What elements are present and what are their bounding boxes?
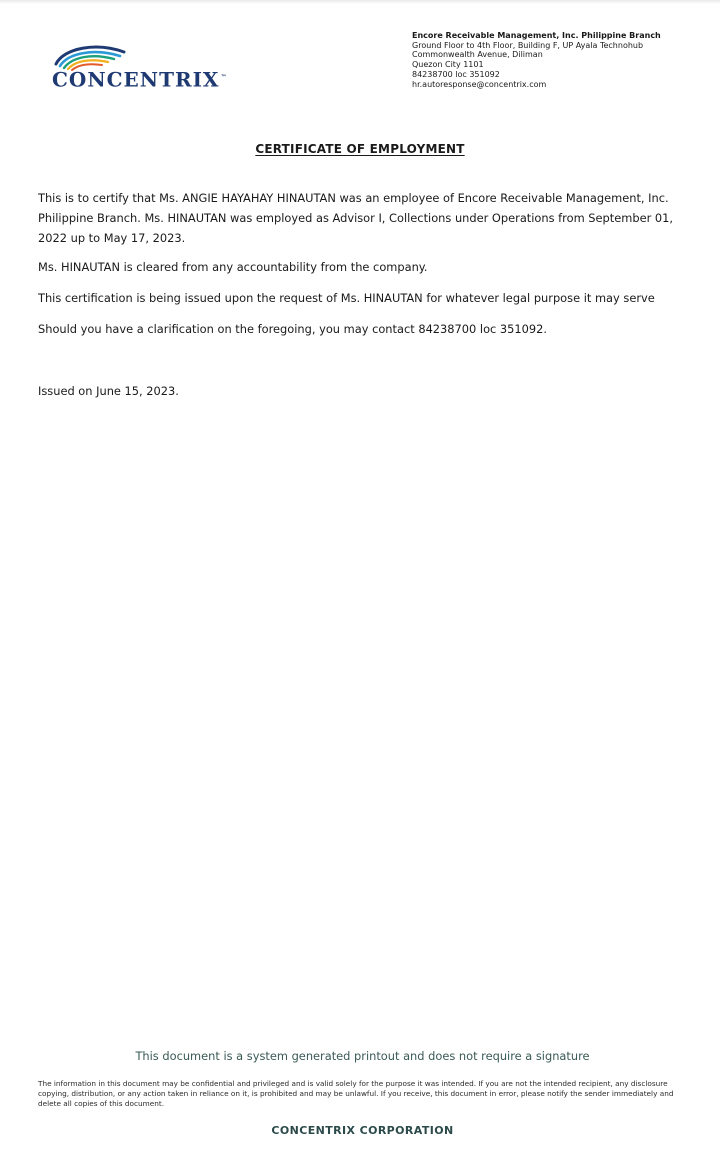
- address-line: Commonwealth Avenue, Diliman: [412, 50, 543, 60]
- document-title: [0, 142, 720, 156]
- logo-wordmark: [52, 66, 226, 92]
- address-line: Quezon City 1101: [412, 60, 484, 70]
- company-name: Encore Receivable Management, Inc. Philippine Branch: [412, 31, 661, 40]
- confidentiality-disclaimer: The information in this document may be confidential and privileged and is valid solely for the purpose it was intended. If you are not the intended recipient, any disclosure copying, distribution, or any action taken in reliance on it, is prohibited and may be unlawful. If you receive, this document in error, please notify the sender immediately and delete all copies of this document.: [38, 1079, 674, 1108]
- page-top-edge: [0, 0, 720, 4]
- logo-text: CONCENTRIX: [52, 67, 220, 92]
- contact-paragraph: Should you have a clarification on the foregoing, you may contact 84238700 loc 351092.: [38, 322, 548, 336]
- document-title-text: CERTIFICATE OF EMPLOYMENT: [255, 142, 465, 156]
- concentrix-logo: [50, 42, 290, 94]
- certification-paragraph: This is to certify that Ms. ANGIE HAYAHAY HINAUTAN was an employee of Encore Receivable Management, Inc. Philippine Branch. Ms. HINAUTAN was employed as Advisor I, Collections under Operations from September 01, 2022 up to May 17, 2023.: [38, 191, 673, 245]
- system-generated-note: This document is a system generated printout and does not require a signature: [135, 1049, 590, 1063]
- corporation-name: CONCENTRIX CORPORATION: [271, 1124, 454, 1137]
- company-phone: 84238700 loc 351092: [412, 69, 500, 79]
- clearance-paragraph: Ms. HINAUTAN is cleared from any accountability from the company.: [38, 260, 428, 274]
- address-line: Ground Floor to 4th Floor, Building F, UP Ayala Technohub: [412, 40, 644, 50]
- company-address-block: [412, 31, 712, 89]
- issued-date: Issued on June 15, 2023.: [38, 384, 179, 398]
- purpose-paragraph: This certification is being issued upon the request of Ms. HINAUTAN for whatever legal purpose it may serve: [38, 291, 655, 305]
- company-email: hr.autoresponse@concentrix.com: [412, 79, 547, 89]
- trademark-symbol: ™: [220, 74, 227, 81]
